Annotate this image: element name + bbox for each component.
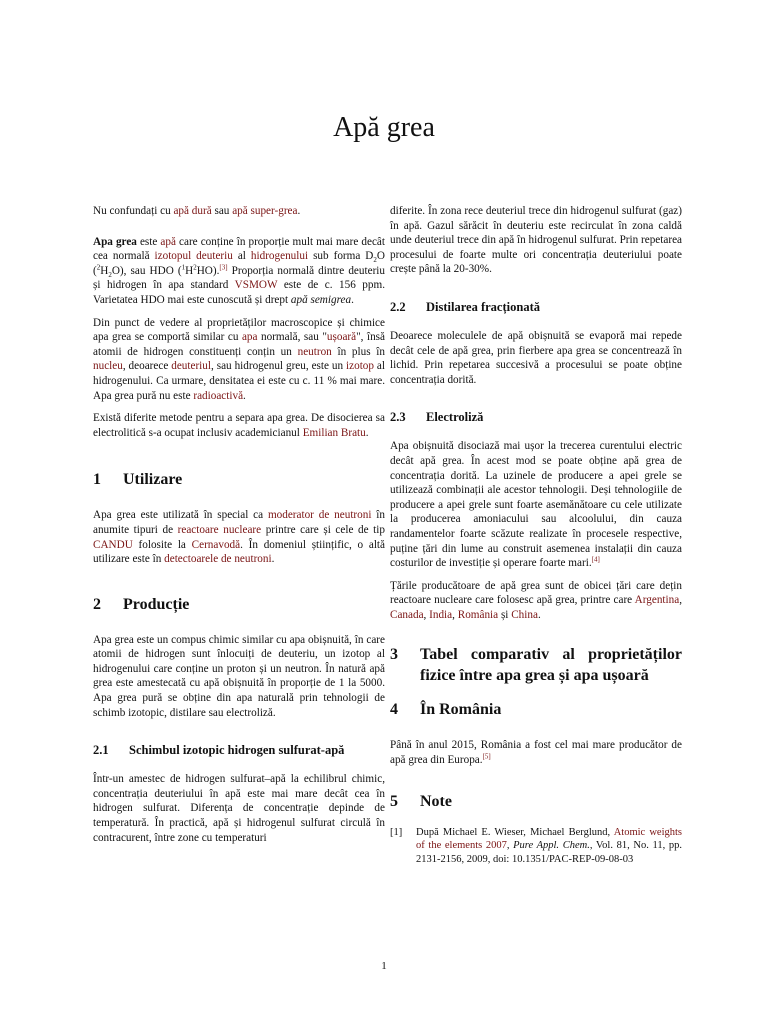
page-number: 1 (381, 960, 387, 972)
page-title: Apă grea (333, 112, 435, 143)
link-canada[interactable]: Canada (390, 608, 424, 621)
isotopic-exchange-continued: diferite. În zona rece deuteriul trece din hidrogenul sulfurat (gaz) în apă. Gazul sărăcit în deuteriu este recirculat în zona caldă unde deuteriul trece din apă în hidrogenul sulfurat. Prin repetarea procesului de foarte multe ori concentrația deuteriului poate crește până la 20-30%. (390, 205, 683, 276)
section-heading-productie: 2 Producție (93, 595, 190, 613)
intro-paragraph: Apa grea este apă care conține în proporție mult mai mare decât cea normală izotopul deuteriu al hidrogenului sub forma $D_2O$ $(^2H_2O)$, sau HDO $(^1H^2HO).[3]$ Proporția normală dintre deuteriu și hidrogen în apa standard VSMOW este de c. 156 ppm. Varietatea HDO mai este cunoscută și drept apă semigrea. (93, 235, 385, 306)
link-detectoarele-de-neutroni[interactable]: detectoarele de neutroni (164, 553, 272, 566)
link-izotopul-deuteriu[interactable]: izotopul deuteriu (154, 250, 233, 263)
link-emilian-bratu[interactable]: Emilian Bratu (302, 426, 366, 439)
link-nucleu[interactable]: nucleu (93, 360, 123, 373)
section-heading-utilizare: 1 Utilizare (93, 471, 183, 489)
properties-paragraph: Din punct de vedere al proprietăților macroscopice și chimice apa grea se comportă similar cu apa normală, sau "ușoară", însă atomii de hidrogen constituenți conțin un neutron în plus în nucleu, deoarece deuteriul, sau hidrogenul greu, este un izotop al hidrogenului. Ca urmare, densitatea ei este cu c. 11 % mai mare. Apa grea pură nu este radioactivă. (93, 316, 386, 402)
link-reactoare-nucleare[interactable]: reactoare nucleare (177, 523, 262, 536)
subsection-heading-schimbul-izotopic: 2.1 Schimbul izotopic hidrogen sulfurat-apă (93, 743, 345, 758)
link-india[interactable]: India (429, 608, 453, 621)
link-apa-2[interactable]: apa (241, 331, 258, 344)
isotopic-exchange-paragraph: Într-un amestec de hidrogen sulfurat–apă la echilibrul chimic, concentrația deuteriului în apă este mai mare decât cea în hidrogen sulfurat. Diferența de concentrație depinde de temperatură. În practică, apă și hidrogenul sulfurat circulă în contracurent, între zone cu temperaturi (93, 773, 385, 844)
separation-paragraph: Există diferite metode pentru a separa apa grea. De disocierea sa electrolitică s-a ocupat inclusiv academicianul Emilian Bratu. (93, 412, 385, 439)
left-column (93, 204, 385, 853)
citation-3[interactable]: [3] (219, 263, 228, 272)
citation-4[interactable]: [4] (591, 555, 600, 564)
subsection-heading-electroliza: 2.3 Electroliză (390, 410, 484, 425)
section-heading-note: 5 Note (390, 792, 452, 810)
distillation-paragraph: Deoarece moleculele de apă obișnuită se evaporă mai repede decât cele de apă grea, prin fierbere apa grea se concentrează în lichid. Prin repetarea succesivă a procesului se poate obține concentrația dorită. (390, 329, 682, 386)
link-vsmow[interactable]: VSMOW (234, 279, 278, 292)
usage-paragraph: Apa grea este utilizată în special ca moderator de neutroni în anumite tipuri de reactoare nucleare printre care și cele de tip CANDU folosite la Cernavodă. În domeniul științific, o altă utilizare este în detectoarele de neutroni. (93, 509, 386, 566)
production-paragraph: Apa grea este un compus chimic similar cu apa obișnuită, în care atomii de hidrogen sunt înlocuiți de deuteriu, un izotop al hidrogenului care conține un proton și un neutron. În natură apă grea este amestecată cu apă obișnuită în proporție de 1 la 5000. Apa grea pură se obține din apa naturală prin tehnologii de schimb izotopic, distilare sau electroliză. (93, 633, 385, 719)
link-hidrogenului[interactable]: hidrogenului (250, 250, 309, 263)
section-heading-in-romania: 4 În România (390, 701, 502, 719)
link-apa-dura[interactable]: apă dură (173, 205, 212, 217)
link-atomic-weights[interactable]: Atomic weights of the elements 2007 (416, 826, 682, 852)
link-neutron[interactable]: neutron (297, 345, 332, 358)
link-radioactiva[interactable]: radioactivă (193, 389, 244, 402)
link-apa[interactable]: apă (160, 235, 176, 248)
link-moderator-de-neutroni[interactable]: moderator de neutroni (267, 509, 372, 522)
hatnote: Nu confundați cu apă dură sau apă super-grea. (93, 205, 301, 217)
link-izotop[interactable]: izotop (346, 360, 374, 373)
citation-5[interactable]: [5] (482, 752, 491, 761)
link-cernavoda[interactable]: Cernavodă (191, 538, 241, 551)
subsection-heading-distilarea: 2.2 Distilarea fracționată (390, 299, 540, 314)
right-column (390, 204, 682, 866)
reference-item: [1] După Michael E. Wieser, Michael Berglund, Atomic weights of the elements 2007, Pure Appl. Chem., Vol. 81, No. 11, pp. 2131-2156, 2009, doi: 10.1351/PAC-REP-09-08-03 (390, 826, 682, 865)
producing-countries-paragraph: Țările producătoare de apă grea sunt de obicei țări care dețin reactoare nucleare care folosesc apă grea, printre care Argentina, Canada, India, România și China. (390, 579, 682, 621)
link-china[interactable]: China (511, 608, 538, 621)
section-heading-tabel-comparativ: 3 Tabel comparativ al proprietăților fizice între apa grea și apa ușoară (390, 646, 682, 685)
link-usoara[interactable]: ușoară (326, 331, 357, 344)
link-deuteriul[interactable]: deuteriul (171, 360, 211, 373)
romania-paragraph: Până în anul 2015, România a fost cel mai mare producător de apă grea din Europa.[5] (390, 739, 682, 767)
link-romania[interactable]: România (457, 608, 499, 621)
electrolysis-paragraph: Apa obișnuită disociază mai ușor la trecerea curentului electric decât apă grea. În acest mod se poate obține apă grea de concentrația dorită. La uzinele de producere a apei grele se utilizează combinații ale acestor tehnologii. Deși tehnologiile de producere a apei grele sunt foarte asemănătoare cu cele utilizate la producerea amoniacului sau alcoolului, din cauza randamentelor foarte scăzute realizate în procesele respective, puține țări din lume au construit asemenea instalații din cauza costurilor de investiție și operare foarte mari.[4] (390, 440, 682, 570)
link-candu[interactable]: CANDU (93, 538, 133, 551)
link-apa-super-grea[interactable]: apă super-grea (232, 205, 298, 217)
link-argentina[interactable]: Argentina (634, 594, 680, 607)
